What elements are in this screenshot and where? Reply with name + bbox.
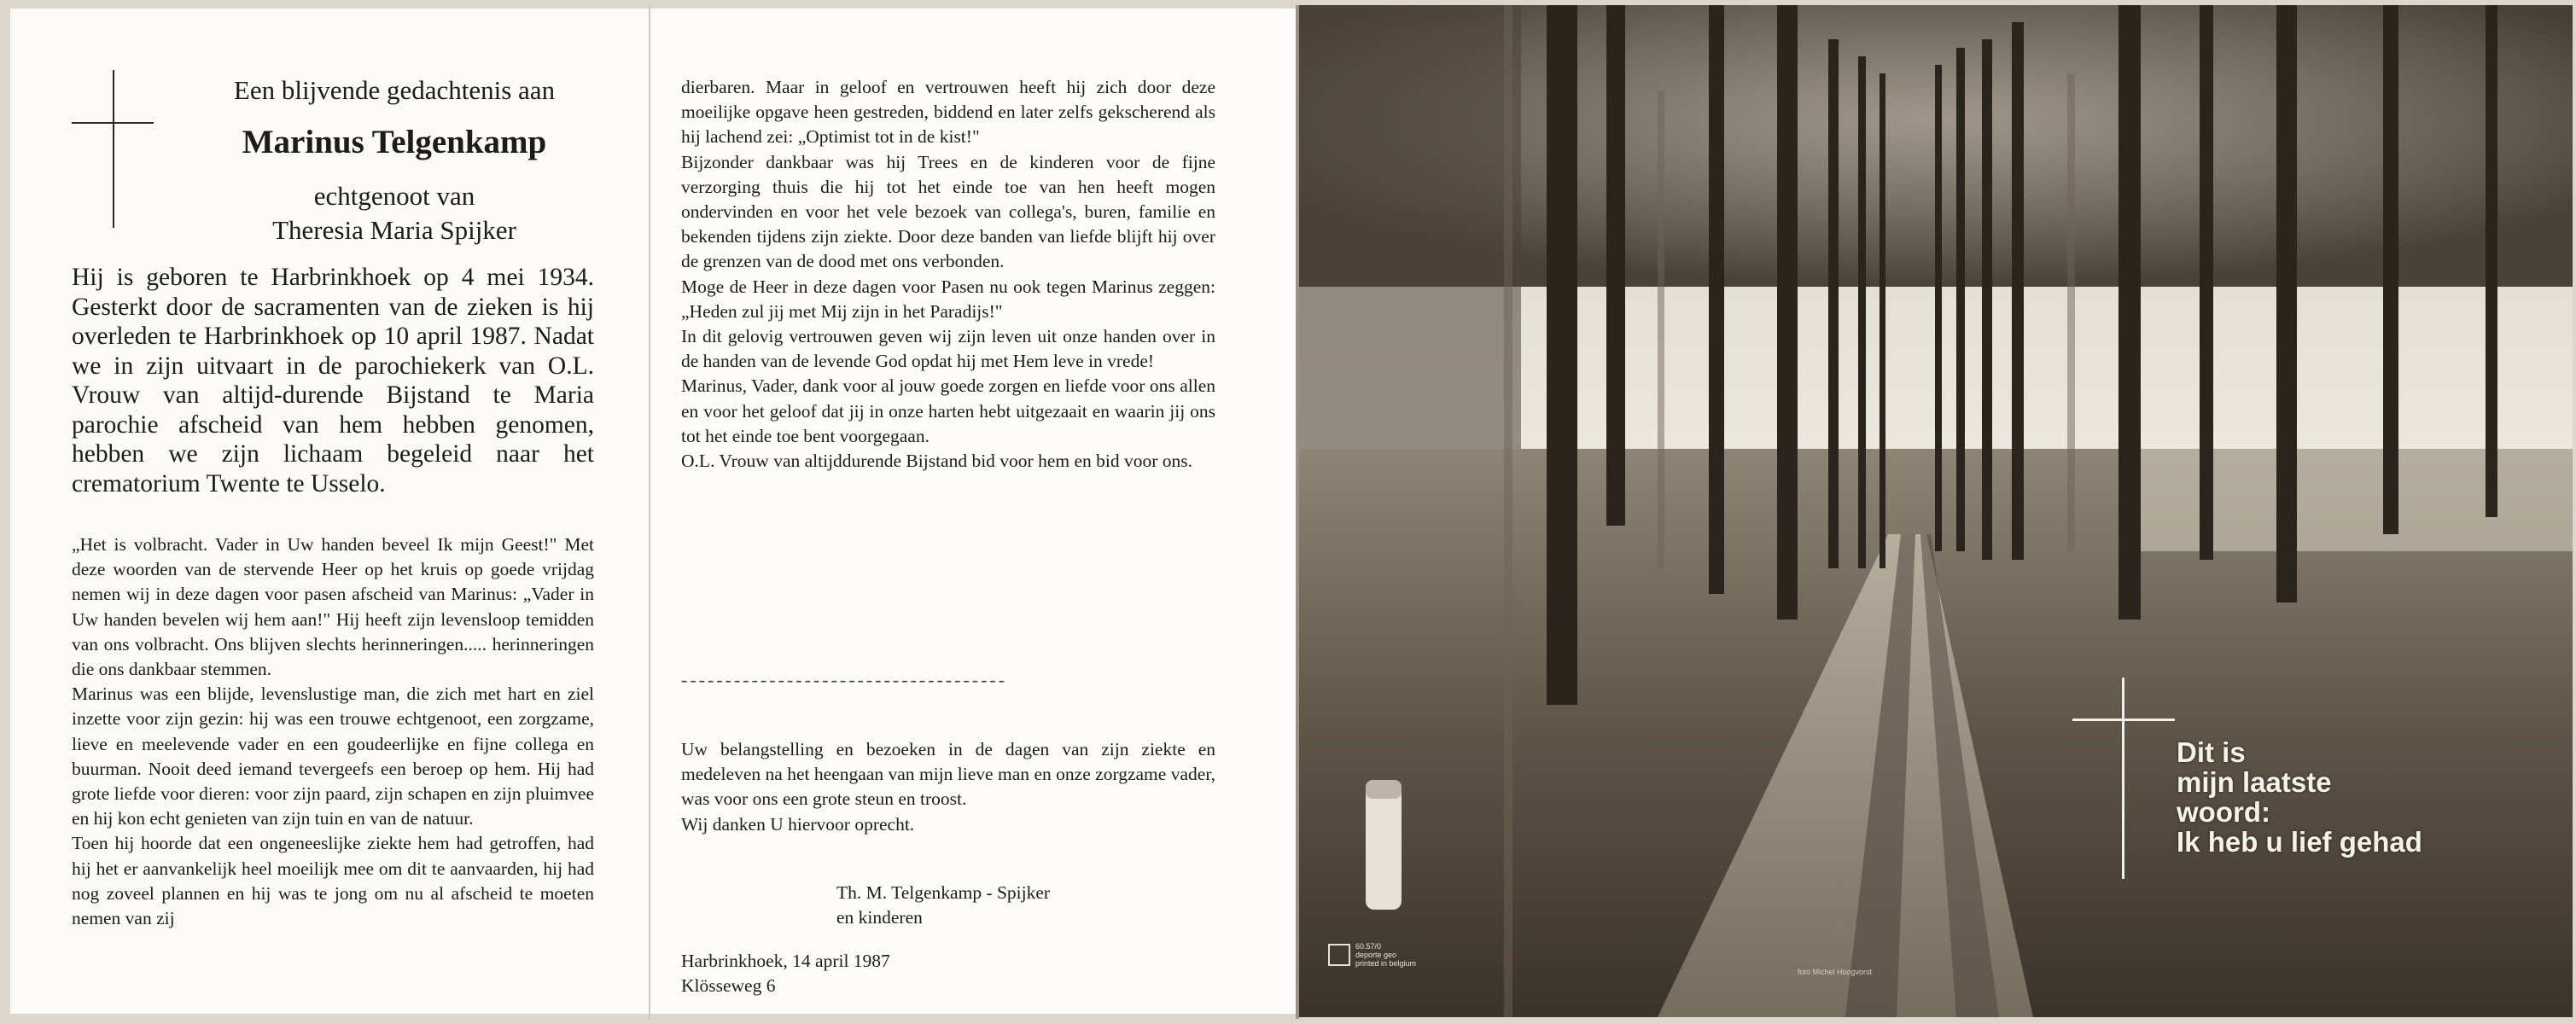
card-photo-page	[1299, 5, 2573, 1017]
card-middle-page	[650, 9, 1296, 1014]
publisher-line: 60.57/0	[1355, 942, 1382, 951]
left-text-block	[72, 532, 594, 931]
memorial-header	[181, 73, 608, 247]
thanks-paragraph: Uw belangstelling en bezoeken in de dagen van zijn ziekte en medeleven na het heengaan van mijn lieve man en onze zorgzame vader, was voor ons een grote steun en troost.	[681, 739, 1215, 810]
separator-line: -------------------------------------	[681, 669, 1008, 690]
middle-paragraph: In dit gelovig vertrouwen geven wij zijn leven uit onze handen over in de handen van de levende God opdat hij met Hem leve in vrede!	[681, 326, 1215, 372]
quote-line: mijn laatste	[2177, 766, 2332, 798]
signature-family: en kinderen	[836, 907, 923, 928]
middle-paragraph: dierbaren. Maar in geloof en vertrouwen heeft hij zich door deze moeilijke opgave heen gestreden, biddend en later zelfs gekscherend als hij lachend zei: „Optimist tot in de kist!"	[681, 77, 1215, 148]
photo-credit: foto Michel Hoogvorst	[1798, 968, 1873, 976]
thanks-closing: Wij danken U hiervoor oprecht.	[681, 813, 915, 835]
header-dedication: Een blijvende gedachtenis aan	[233, 75, 556, 105]
left-paragraph: Marinus was een blijde, levenslustige man, die zich met hart en ziel inzette voor zijn gezin: hij was een trouwe echtgenoot, een zorgzame, lieve en meelevende vader en een goudeerlijke en fijne collega en buurman. Nooit deed iemand tevergeefs een beroep op hem. Hij had grote liefde voor dieren: voor zijn paard, zijn schapen en zijn pluimvee en hij kon echt genieten van zijn tuin en van de natuur.	[72, 684, 594, 829]
middle-paragraph: Marinus, Vader, dank voor al jouw goede zorgen en liefde voor ons allen en voor het geloof dat jij in onze harten hebt uitgezaait en waarin jij ons tot het einde toe bent voorgegaan.	[681, 375, 1215, 446]
middle-paragraph: Moge de Heer in deze dagen voor Pasen nu ook tegen Marinus zeggen: „Heden zul jij met Mij zijn in het Paradijs!"	[681, 276, 1215, 322]
address: Klösseweg 6	[681, 975, 776, 997]
cross-icon-vertical	[113, 70, 114, 228]
middle-paragraph: O.L. Vrouw van altijddurende Bijstand bid voor hem en bid voor ons.	[681, 451, 1193, 472]
signature-name: Th. M. Telgenkamp - Spijker	[836, 882, 1051, 903]
middle-text-block	[681, 75, 1215, 474]
quote-line: woord:	[2177, 796, 2270, 828]
middle-paragraph: Bijzonder dankbaar was hij Trees en de kinderen voor de fijne verzorging thuis die hij tot het einde toe van hen heeft mogen ondervinden en voor het vele bezoek van collega's, buren, familie en bekenden tijdens zijn ziekte. Door deze banden van liefde blijft hij over de grenzen van de dood met ons verbonden.	[681, 151, 1215, 272]
card-left-page	[10, 9, 649, 1014]
tree-lane-photo	[1299, 5, 2573, 1017]
publisher-imprint	[1355, 942, 1416, 968]
thanks-block	[681, 737, 1215, 837]
cross-icon-horizontal	[2072, 719, 2175, 721]
place-date: Harbrinkhoek, 14 april 1987	[681, 951, 890, 971]
header-spouse-name: Theresia Maria Spijker	[272, 215, 516, 245]
publisher-line: printed in belgium	[1355, 959, 1417, 968]
place-date-block	[681, 949, 890, 998]
left-paragraph: „Het is volbracht. Vader in Uw handen beveel Ik mijn Geest!" Met deze woorden van de stervende Heer op het kruis op goede vrijdag nemen wij in deze dagen voor pasen afscheid van Marinus: „Vader in Uw handen bevelen wij hem aan!" Hij heeft zijn levensloop temidden van ons volbracht. Ons blijven slechts herinneringen..... herinneringen die ons dankbaar stemmen.	[72, 534, 594, 680]
publisher-logo-icon	[1328, 944, 1350, 966]
cross-icon-vertical	[2122, 678, 2124, 879]
signature-block	[836, 881, 1050, 930]
quote-line: Ik heb u lief gehad	[2177, 826, 2422, 858]
header-spouse-label: echtgenoot van	[313, 181, 475, 211]
cross-icon-horizontal	[72, 122, 154, 124]
publisher-line: deporte geo	[1355, 951, 1397, 959]
quote-line: Dit is	[2177, 736, 2246, 768]
photo-quote	[2177, 737, 2422, 857]
intro-paragraph: Hij is geboren te Harbrinkhoek op 4 mei 1934. Gesterkt door de sacramenten van de zieken is hij overleden te Harbrinkhoek op 10 april 1987. Nadat we in zijn uitvaart in de parochiekerk van O.L. Vrouw van altijd-durende Bijstand te Maria parochie afscheid van hem hebben genomen, hebben we zijn lichaam begeleid naar het crematorium Twente te Usselo.	[72, 264, 594, 497]
deceased-name: Marinus Telgenkamp	[242, 124, 547, 160]
left-paragraph: Toen hij hoorde dat een ongeneeslijke ziekte hem had getroffen, had hij het er aanvankelijk heel moeilijk mee om dit te aanvaarden, hij had nog zoveel plannen en hij was te jong om nu al afscheid te moeten nemen van zij	[72, 833, 594, 929]
